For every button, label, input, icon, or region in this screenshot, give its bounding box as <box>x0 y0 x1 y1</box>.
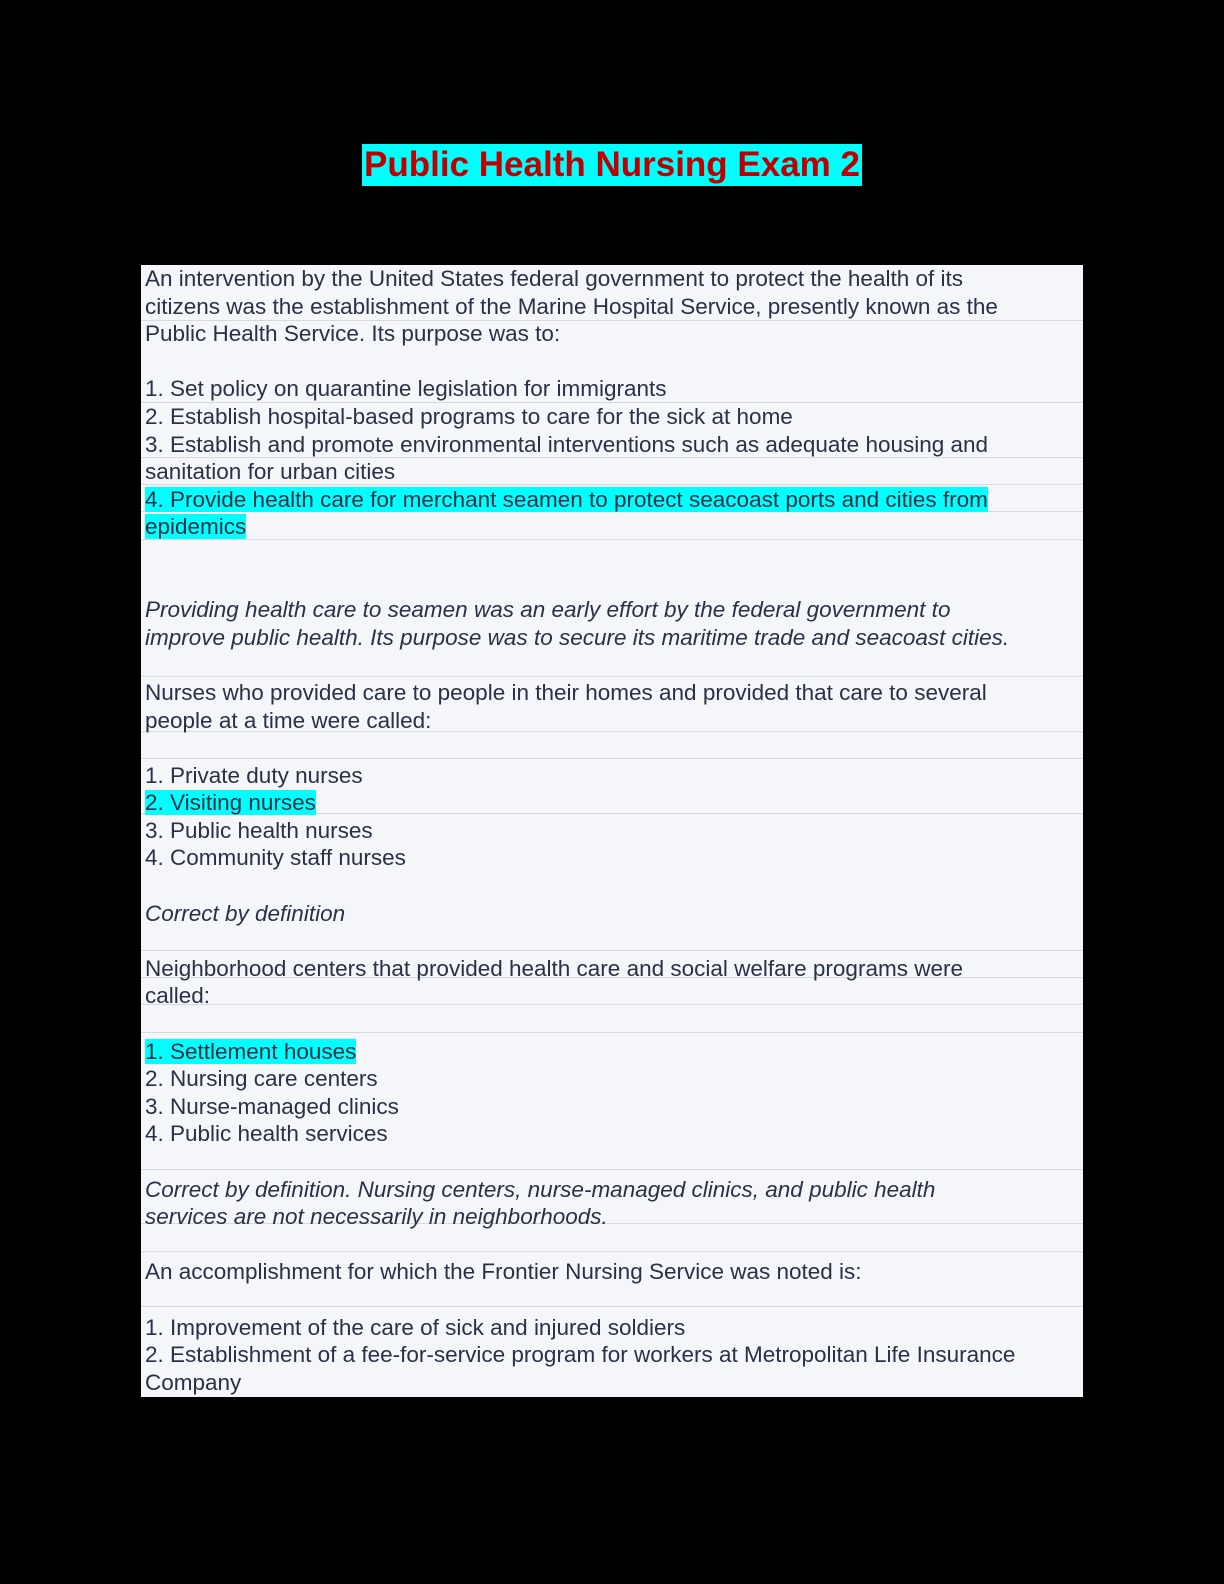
document-line <box>145 1065 1081 1093</box>
document-line-text: improve public health. Its purpose was to secure its maritime trade and seacoast cities. <box>145 624 1010 650</box>
document-line <box>145 1148 1081 1176</box>
document-line <box>145 486 1081 514</box>
document-line-text: 3. Public health nurses <box>145 817 373 843</box>
document-line-text: 4. Provide health care for merchant seamen to protect seacoast ports and cities from <box>145 486 988 512</box>
document-line-text: Public Health Service. Its purpose was to: <box>145 321 561 347</box>
document-line <box>145 458 1081 486</box>
document-line <box>145 431 1081 459</box>
document-line <box>145 265 1081 293</box>
document-line-text: 2. Nursing care centers <box>145 1066 378 1092</box>
document-line-text: Neighborhood centers that provided health care and social welfare programs were <box>145 955 963 981</box>
document-body <box>145 265 1081 1396</box>
document-line-text: 1. Private duty nurses <box>145 762 363 788</box>
document-line-text: An intervention by the United States federal government to protect the health of its <box>145 266 963 291</box>
document-line-text: epidemics <box>145 514 247 540</box>
document-line-text: Correct by definition <box>145 900 346 926</box>
document-line <box>145 872 1081 900</box>
document-line-text: 2. Establishment of a fee-for-service program for workers at Metropolitan Life Insurance <box>145 1342 1016 1368</box>
document-line-text: people at a time were called: <box>145 707 432 733</box>
document-line <box>145 1369 1081 1397</box>
document-line <box>145 1010 1081 1038</box>
document-line-text: called: <box>145 983 211 1009</box>
document-line <box>145 982 1081 1010</box>
document-line <box>145 900 1081 928</box>
title-wrap <box>0 144 1224 186</box>
document-line <box>145 569 1081 597</box>
document-line-text: Providing health care to seamen was an early effort by the federal government to <box>145 597 951 623</box>
document-line-text: Nurses who provided care to people in their homes and provided that care to several <box>145 679 987 705</box>
document-line <box>145 651 1081 679</box>
document-line-text: 4. Community staff nurses <box>145 845 406 871</box>
document-line <box>145 1258 1081 1286</box>
page-title: Public Health Nursing Exam 2 <box>364 145 860 184</box>
document-line-text: Company <box>145 1369 242 1395</box>
document-line <box>145 927 1081 955</box>
document-line-text: 4. Public health services <box>145 1121 388 1147</box>
document-line <box>145 789 1081 817</box>
document-line <box>145 320 1081 348</box>
document-line-text: 3. Nurse-managed clinics <box>145 1093 399 1119</box>
document-line <box>145 375 1081 403</box>
document-line-text: sanitation for urban cities <box>145 459 396 485</box>
document-line <box>145 513 1081 541</box>
document-line <box>145 403 1081 431</box>
document-line <box>145 762 1081 790</box>
document-line <box>145 624 1081 652</box>
document-line-text: 1. Improvement of the care of sick and injured soldiers <box>145 1314 686 1340</box>
document-line <box>145 348 1081 376</box>
document-line <box>145 1231 1081 1259</box>
document-line <box>145 1176 1081 1204</box>
document-line-text: 1. Settlement houses <box>145 1038 357 1064</box>
document-line-text: 3. Establish and promote environmental interventions such as adequate housing and <box>145 431 989 457</box>
document-line-text: An accomplishment for which the Frontier Nursing Service was noted is: <box>145 1259 862 1285</box>
document-line-text: citizens was the establishment of the Marine Hospital Service, presently known as the <box>145 293 998 319</box>
document-line <box>145 1093 1081 1121</box>
document-line <box>145 707 1081 735</box>
document-line-text: 1. Set policy on quarantine legislation for immigrants <box>145 376 667 402</box>
document-line <box>145 1120 1081 1148</box>
document-line <box>145 1314 1081 1342</box>
document-line-text: 2. Establish hospital-based programs to care for the sick at home <box>145 403 793 429</box>
document-line <box>145 541 1081 569</box>
document-line <box>145 1286 1081 1314</box>
document-line <box>145 1038 1081 1066</box>
document-line <box>145 844 1081 872</box>
document-panel <box>141 265 1083 1397</box>
document-line <box>145 817 1081 845</box>
document-line <box>145 596 1081 624</box>
document-line <box>145 293 1081 321</box>
document-line <box>145 955 1081 983</box>
document-line <box>145 679 1081 707</box>
document-line <box>145 734 1081 762</box>
document-line <box>145 1341 1081 1369</box>
document-line-text: 2. Visiting nurses <box>145 790 316 816</box>
document-line-text: Correct by definition. Nursing centers, nurse-managed clinics, and public health <box>145 1176 936 1202</box>
document-line-text: services are not necessarily in neighborhoods. <box>145 1204 608 1230</box>
document-line <box>145 1203 1081 1231</box>
